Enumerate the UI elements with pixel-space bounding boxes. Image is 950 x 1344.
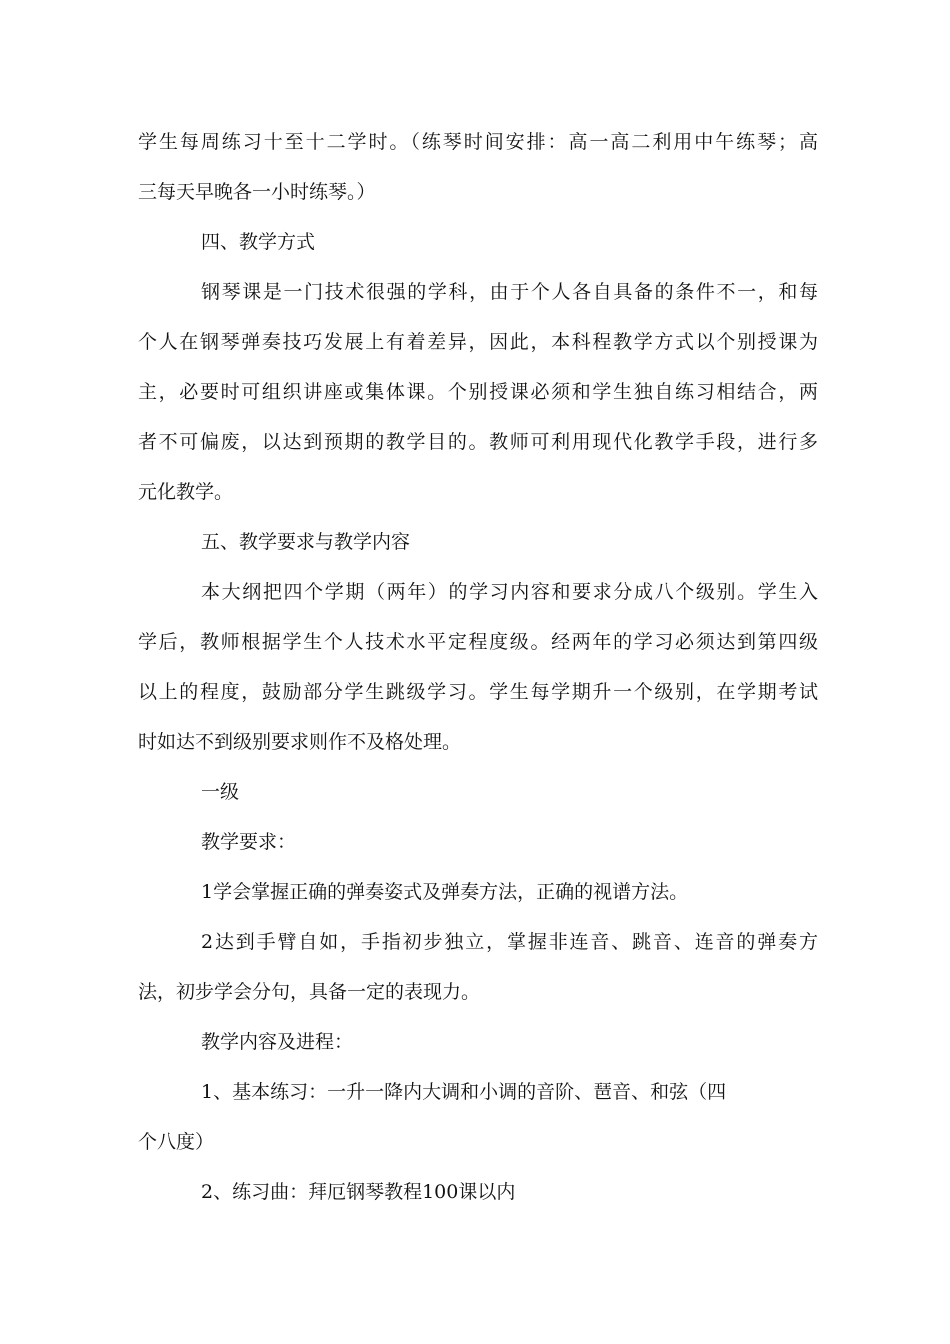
text-line: 一级	[201, 781, 240, 803]
text-line: 三每天早晚各一小时练琴。）	[138, 181, 376, 203]
heading-teaching-method	[138, 217, 818, 267]
text-line: 2达到手臂自如，手指初步独立，掌握非连音、跳音、连音的弹奏方	[201, 931, 818, 953]
heading-content-progress	[138, 1017, 818, 1067]
paragraph-syllabus-levels	[138, 567, 818, 767]
text-line: 2、练习曲：拜厄钢琴教程100课以内	[201, 1181, 516, 1203]
text-line: 1学会掌握正确的弹奏姿式及弹奏方法，正确的视谱方法。	[201, 881, 689, 903]
text-line: 者不可偏废，以达到预期的教学目的。教师可利用现代化教学手段，进行多	[138, 431, 818, 453]
text-line: 五、教学要求与教学内容	[201, 531, 411, 553]
text-line: 钢琴课是一门技术很强的学科，由于个人各自具备的条件不一，和每	[201, 281, 818, 303]
text-line: 时如达不到级别要求则作不及格处理。	[138, 731, 462, 753]
text-line: 学生每周练习十至十二学时。（练琴时间安排：高一高二利用中午练琴；高	[138, 131, 818, 153]
paragraph-teaching-method	[138, 267, 818, 517]
requirement-item-2	[138, 917, 818, 1017]
text-line: 主，必要时可组织讲座或集体课。个别授课必须和学生独自练习相结合，两	[138, 381, 818, 403]
heading-teaching-requirements	[138, 817, 818, 867]
text-line: 四、教学方式	[201, 231, 316, 253]
text-line: 教学要求：	[201, 831, 297, 853]
text-line: 元化教学。	[138, 481, 234, 503]
text-line: 学后，教师根据学生个人技术水平定程度级。经两年的学习必须达到第四级	[138, 631, 818, 653]
heading-requirements-content	[138, 517, 818, 567]
text-line: 法，初步学会分句，具备一定的表现力。	[138, 981, 481, 1003]
heading-level-one	[138, 767, 818, 817]
text-line: 以上的程度，鼓励部分学生跳级学习。学生每学期升一个级别，在学期考试	[138, 681, 818, 703]
text-line: 本大纲把四个学期（两年）的学习内容和要求分成八个级别。学生入	[201, 581, 818, 603]
requirement-item-1	[138, 867, 818, 917]
text-line: 教学内容及进程：	[201, 1031, 354, 1053]
text-line: 个八度）	[138, 1131, 215, 1153]
text-line: 个人在钢琴弹奏技巧发展上有着差异，因此，本科程教学方式以个别授课为	[138, 331, 818, 353]
text-line: 1、基本练习：一升一降内大调和小调的音阶、琶音、和弦（四	[201, 1081, 727, 1103]
paragraph-practice-hours	[138, 117, 818, 217]
content-item-basic-practice	[138, 1067, 818, 1167]
content-item-etudes	[138, 1167, 818, 1217]
